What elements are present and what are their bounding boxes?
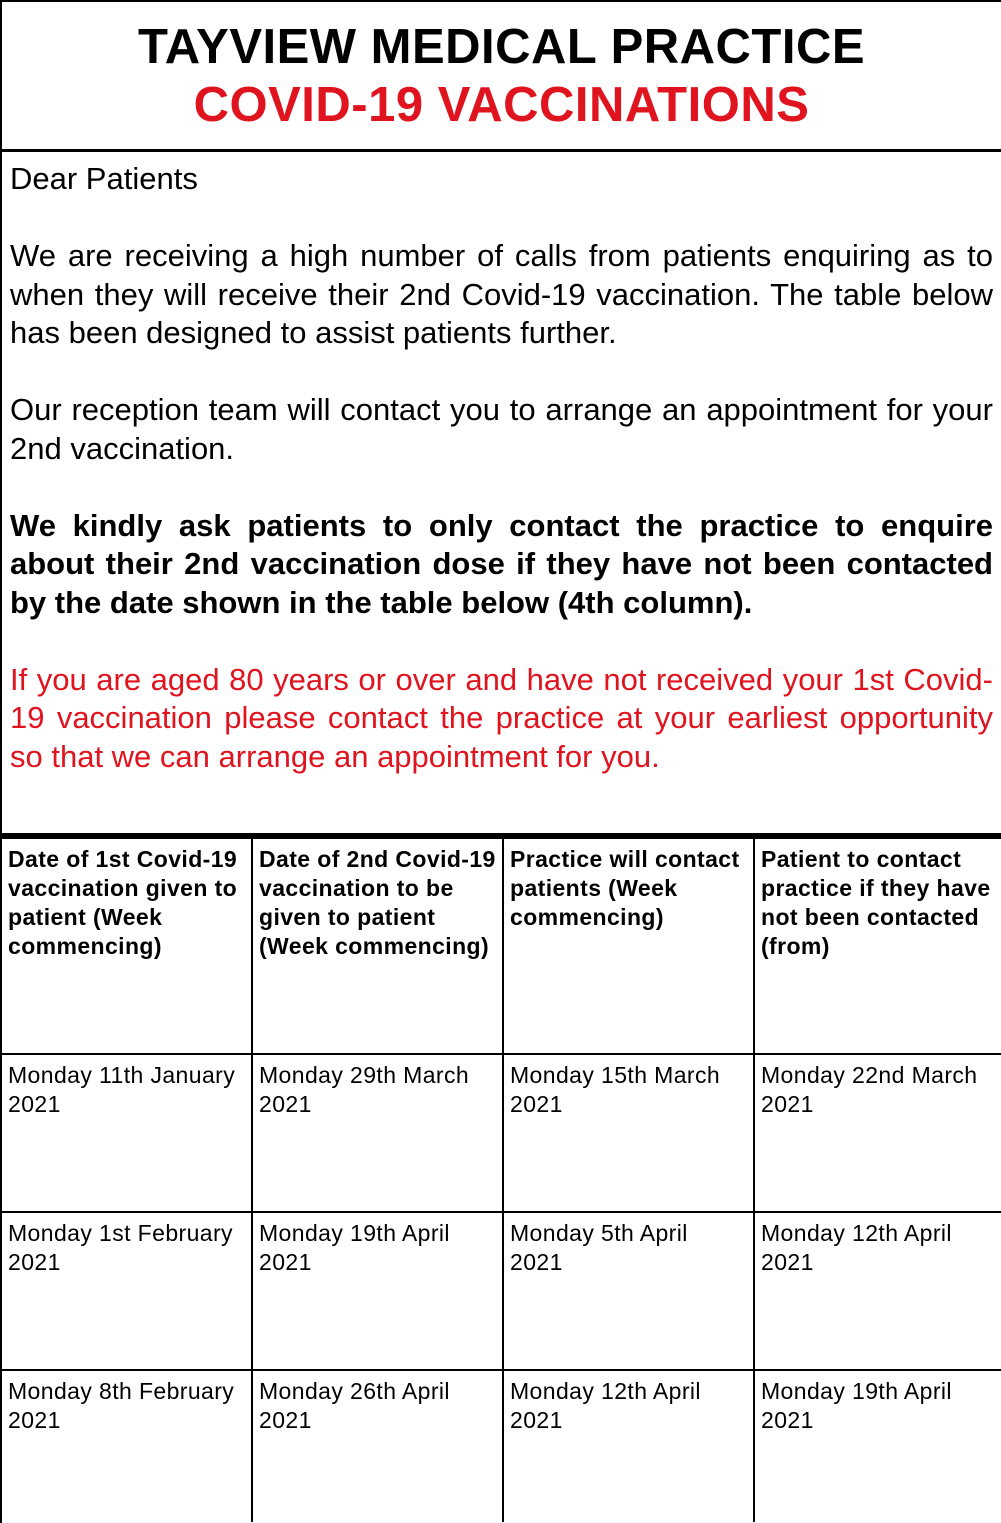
table-cell: Monday 1st February 2021: [2, 1212, 252, 1370]
table-row: [2, 1370, 1001, 1522]
letter-paragraph-calls: We are receiving a high number of calls from patients enquiring as to when they will receive their 2nd Covid-19 vaccination. The table below has been designed to assist patients further.: [10, 238, 993, 350]
header: [2, 0, 1001, 152]
letter-greeting: Dear Patients: [10, 161, 198, 196]
header-first-dose-date: Date of 1st Covid-19 vaccination given to patient (Week commencing): [2, 838, 252, 1054]
table-cell: Monday 8th February 2021: [2, 1370, 252, 1522]
table-cell: Monday 26th April 2021: [252, 1370, 503, 1522]
table-cell: Monday 22nd March 2021: [754, 1054, 1001, 1212]
letter-paragraph-over-80: If you are aged 80 years or over and have not received your 1st Covid-19 vaccination please contact the practice at your earliest opportunity so that we can arrange an appointment for you.: [10, 661, 993, 774]
letter-body: [2, 152, 1001, 837]
letter-paragraph-reception: Our reception team will contact you to arrange an appointment for your 2nd vaccination.: [10, 392, 993, 466]
table-cell: Monday 12th April 2021: [754, 1212, 1001, 1370]
vaccination-schedule-table: [2, 837, 1001, 1522]
practice-title: TAYVIEW MEDICAL PRACTICE: [137, 20, 866, 74]
table-cell: Monday 19th April 2021: [252, 1212, 503, 1370]
table-cell: Monday 29th March 2021: [252, 1054, 503, 1212]
header-practice-contact: Practice will contact patients (Week commencing): [503, 838, 754, 1054]
table-cell: Monday 12th April 2021: [503, 1370, 754, 1522]
table-header-row: [2, 838, 1001, 1054]
table-row: [2, 1212, 1001, 1370]
header-patient-contact: Patient to contact practice if they have not been contacted (from): [754, 838, 1001, 1054]
header-second-dose-date: Date of 2nd Covid-19 vaccination to be given to patient (Week commencing): [252, 838, 503, 1054]
table-cell: Monday 15th March 2021: [503, 1054, 754, 1212]
table-cell: Monday 19th April 2021: [754, 1370, 1001, 1522]
table-cell: Monday 11th January 2021: [2, 1054, 252, 1212]
notice-subtitle: COVID-19 VACCINATIONS: [193, 78, 810, 132]
table-row: [2, 1054, 1001, 1212]
letter-paragraph-request: We kindly ask patients to only contact the practice to enquire about their 2nd vaccination dose if they have not been contacted by the date shown in the table below (4th column).: [10, 507, 993, 620]
table-cell: Monday 5th April 2021: [503, 1212, 754, 1370]
